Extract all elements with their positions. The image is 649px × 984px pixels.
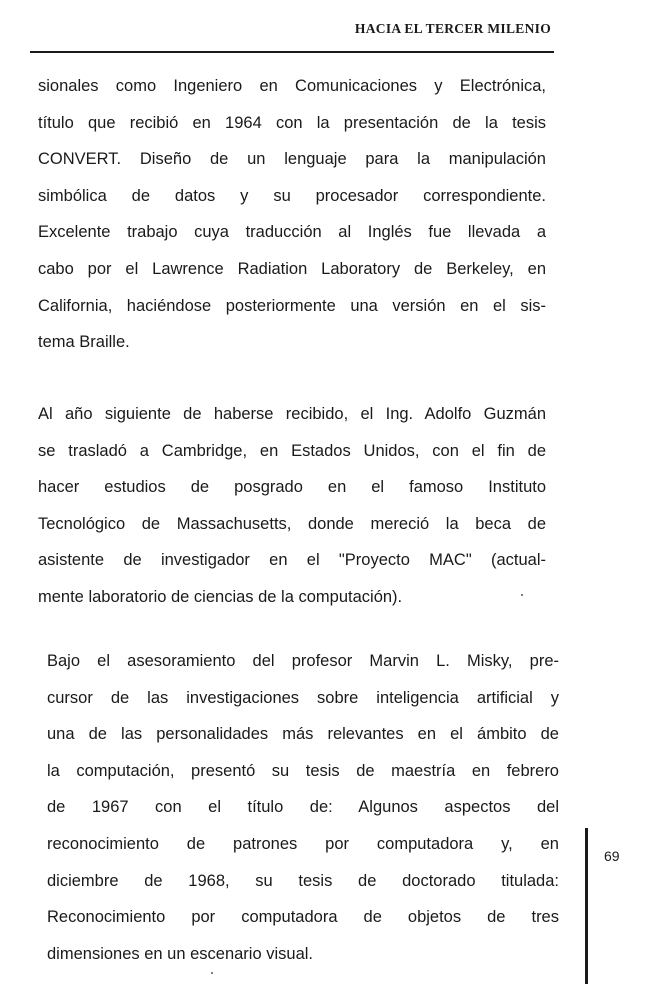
text-line: una de las personalidades más relevantes en el ámbito de (47, 725, 559, 744)
text-line: CONVERT. Diseño de un lenguaje para la manipulación (38, 150, 546, 169)
text-line: hacer estudios de posgrado en el famoso Instituto (38, 478, 546, 497)
text-line: cursor de las investigaciones sobre inteligencia artificial y (47, 688, 559, 707)
text-line: simbólica de datos y su procesador correspondiente. (38, 186, 546, 205)
scan-speck (211, 972, 213, 974)
paragraph-3 (47, 651, 559, 980)
text-line: cabo por el Lawrence Radiation Laboratory de Berkeley, en (38, 259, 546, 278)
text-line: Bajo el asesoramiento del profesor Marvin L. Misky, pre- (47, 652, 559, 670)
text-line: sionales como Ingeniero en Comunicaciones y Electrónica, (38, 77, 546, 95)
text-line: la computación, presentó su tesis de maestría en febrero (47, 761, 559, 780)
text-line: California, haciéndose posteriormente una versión en el sis- (38, 296, 546, 315)
text-line: título que recibió en 1964 con la presentación de la tesis (38, 113, 546, 132)
paragraph-1 (38, 76, 546, 369)
text-line: dimensiones en un escenario visual. (47, 944, 313, 963)
header-rule (30, 51, 554, 53)
text-line: diciembre de 1968, su tesis de doctorado titulada: (47, 871, 559, 890)
scan-speck (521, 594, 523, 596)
text-line: Al año siguiente de haberse recibido, el Ing. Adolfo Guzmán (38, 405, 546, 423)
running-header: HACIA EL TERCER MILENIO (354, 21, 551, 36)
text-line: reconocimiento de patrones por computadora y, en (47, 834, 559, 853)
text-line: de 1967 con el título de: Algunos aspectos del (47, 798, 559, 817)
margin-rule (585, 828, 588, 984)
text-line: mente laboratorio de ciencias de la computación). (38, 587, 403, 606)
text-line: tema Braille. (38, 333, 130, 352)
text-line: asistente de investigador en el "Proyecto MAC" (actual- (38, 551, 546, 570)
text-line: Reconocimiento por computadora de objetos de tres (47, 908, 559, 927)
text-line: se trasladó a Cambridge, en Estados Unidos, con el fin de (38, 441, 546, 460)
text-line: Excelente trabajo cuya traducción al Inglés fue llevada a (38, 223, 546, 242)
paragraph-2 (38, 404, 546, 624)
page-number: 69 (604, 848, 620, 864)
text-line: Tecnológico de Massachusetts, donde mereció la beca de (38, 514, 546, 533)
